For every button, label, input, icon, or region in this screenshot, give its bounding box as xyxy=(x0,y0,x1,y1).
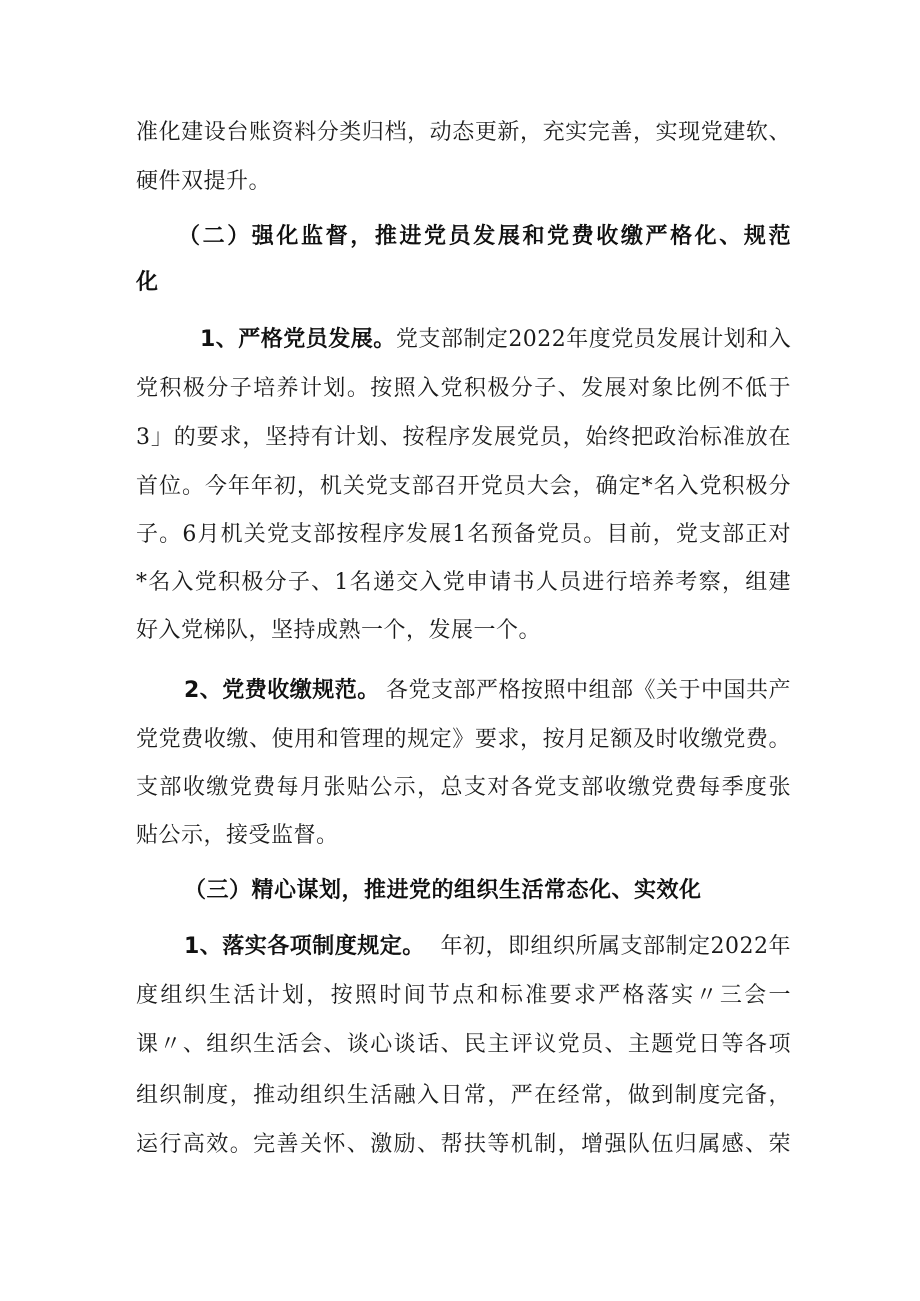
section-heading: （二）强化监督，推进党员发展和党费收缴严格化、规范 xyxy=(178,224,791,249)
paragraph-line: 党党费收缴、使用和管理的规定》要求，按月足额及时收缴党费。 xyxy=(136,727,791,752)
paragraph-line xyxy=(200,325,791,355)
item-title: 2、党费收缴规范。 xyxy=(184,678,380,703)
paragraph-line xyxy=(184,932,791,962)
paragraph-line: 子。6月机关党支部按程序发展1名预备党员。目前，党支部正对 xyxy=(136,522,791,547)
paragraph-line: 准化建设台账资料分类归档，动态更新，充实完善，实现党建软、 xyxy=(136,120,791,145)
item-title: 1、落实各项制度规定。 xyxy=(184,934,425,959)
paragraph-line: 好入党梯队，坚持成熟一个，发展一个。 xyxy=(136,618,542,643)
section-heading: （三）精心谋划，推进党的组织生活常态化、实效化 xyxy=(184,878,702,903)
paragraph-line: 贴公示，接受监督。 xyxy=(136,823,339,848)
paragraph-line: 运行高效。完善关怀、激励、帮扶等机制，增强队伍归属感、荣 xyxy=(136,1132,791,1157)
paragraph-line xyxy=(184,676,791,706)
paragraph-line: 度组织生活计划，按照时间节点和标准要求严格落实〃三会一 xyxy=(136,983,791,1008)
paragraph-text: 各党支部严格按照中组部《关于中国共产 xyxy=(385,678,791,703)
paragraph-line: 3」的要求，坚持有计划、按程序发展党员，始终把政治标准放在 xyxy=(136,425,791,450)
paragraph-line: 党积极分子培养计划。按照入党积极分子、发展对象比例不低于 xyxy=(136,376,791,401)
paragraph-line: 支部收缴党费每月张贴公示，总支对各党支部收缴党费每季度张 xyxy=(136,775,791,800)
paragraph-line: 组织制度，推动组织生活融入日常，严在经常，做到制度完备， xyxy=(136,1083,791,1108)
paragraph-line: 硬件双提升。 xyxy=(136,169,272,194)
paragraph-line: *名入党积极分子、1名递交入党申请书人员进行培养考察，组建 xyxy=(136,570,791,595)
section-heading: 化 xyxy=(136,270,159,295)
paragraph-line: 课〃、组织生活会、谈心谈话、民主评议党员、主题党日等各项 xyxy=(136,1032,791,1057)
paragraph-line: 首位。今年年初，机关党支部召开党员大会，确定*名入党积极分 xyxy=(136,474,791,499)
item-title: 1、严格党员发展。 xyxy=(200,327,396,352)
paragraph-text: 党支部制定2022年度党员发展计划和入 xyxy=(395,327,792,352)
paragraph-text: 年初，即组织所属支部制定2022年 xyxy=(440,934,791,959)
